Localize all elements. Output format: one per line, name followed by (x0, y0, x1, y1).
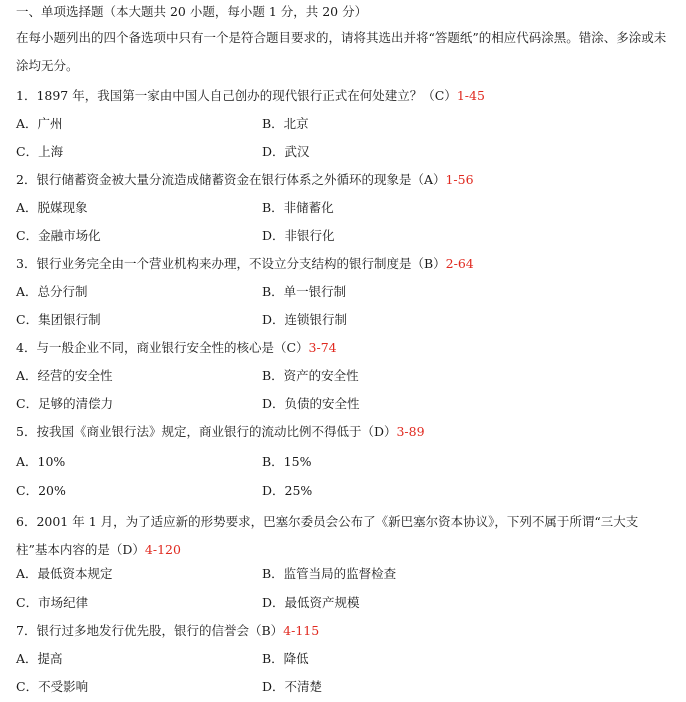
question-stem (16, 623, 319, 639)
question-stem (16, 256, 474, 272)
option-c: C．市场纪律 (16, 595, 89, 610)
option-b: B．北京 (262, 116, 309, 131)
question-text: 2．银行储蓄资金被大量分流造成储蓄资金在银行体系之外循环的现象是（A） (16, 172, 446, 187)
question-ref: 3-74 (308, 340, 337, 355)
question-text: 4．与一般企业不同，商业银行安全性的核心是（C） (16, 340, 309, 355)
option-d: D．连锁银行制 (262, 312, 348, 327)
question-stem (16, 340, 337, 356)
question-text: 3．银行业务完全由一个营业机构来办理，不设立分支结构的银行制度是（B） (16, 256, 446, 271)
option-c: C．上海 (16, 144, 64, 159)
option-c: C．足够的清偿力 (16, 396, 114, 411)
option-a: A．10% (16, 454, 66, 469)
question-stem (16, 172, 474, 188)
question-stem (16, 424, 425, 440)
option-a: A．广州 (16, 116, 63, 131)
section-heading: 一、单项选择题（本大题共 20 小题，每小题 1 分，共 20 分） (16, 4, 368, 19)
question-stem (16, 508, 668, 564)
option-b: B．资产的安全性 (262, 368, 359, 383)
option-d: D．不清楚 (262, 679, 323, 694)
question-ref: 3-89 (396, 424, 425, 439)
question-text: 7．银行过多地发行优先股，银行的信誉会（B） (16, 623, 284, 638)
option-d: D．25% (262, 483, 313, 498)
option-d: D．负债的安全性 (262, 396, 360, 411)
option-c: C．集团银行制 (16, 312, 101, 327)
option-a: A．提高 (16, 651, 63, 666)
section-instructions: 在每小题列出的四个备选项中只有一个是符合题目要求的，请将其选出并将“答题纸”的相应代码涂黑。错涂、多涂或未涂均无分。 (16, 30, 667, 73)
question-ref: 4-115 (283, 623, 320, 638)
option-b: B．降低 (262, 651, 309, 666)
question-ref: 1-45 (456, 88, 485, 103)
option-d: D．武汉 (262, 144, 310, 159)
question-ref: 2-64 (445, 256, 474, 271)
question-text: 6．2001 年 1 月，为了适应新的形势要求，巴塞尔委员会公布了《新巴塞尔资本协议》，下列不属于所谓“三大支柱”基本内容的是（D） (16, 514, 639, 557)
option-c: C．20% (16, 483, 66, 498)
question-text: 1．1897 年，我国第一家由中国人自己创办的现代银行正式在何处建立？（C） (16, 88, 457, 103)
option-a: A．经营的安全性 (16, 368, 113, 383)
option-a: A．脱媒现象 (16, 200, 88, 215)
option-b: B．单一银行制 (262, 284, 347, 299)
option-a: A．最低资本规定 (16, 566, 113, 581)
option-a: A．总分行制 (16, 284, 88, 299)
option-c: C．不受影响 (16, 679, 89, 694)
option-b: B．15% (262, 454, 312, 469)
option-b: B．非储蓄化 (262, 200, 334, 215)
option-d: D．最低资产规模 (262, 595, 360, 610)
question-text: 5．按我国《商业银行法》规定，商业银行的流动比例不得低于（D） (16, 424, 397, 439)
question-stem (16, 88, 485, 104)
option-b: B．监管当局的监督检查 (262, 566, 397, 581)
option-c: C．金融市场化 (16, 228, 101, 243)
question-ref: 1-56 (445, 172, 474, 187)
question-ref: 4-120 (144, 542, 181, 557)
option-d: D．非银行化 (262, 228, 335, 243)
